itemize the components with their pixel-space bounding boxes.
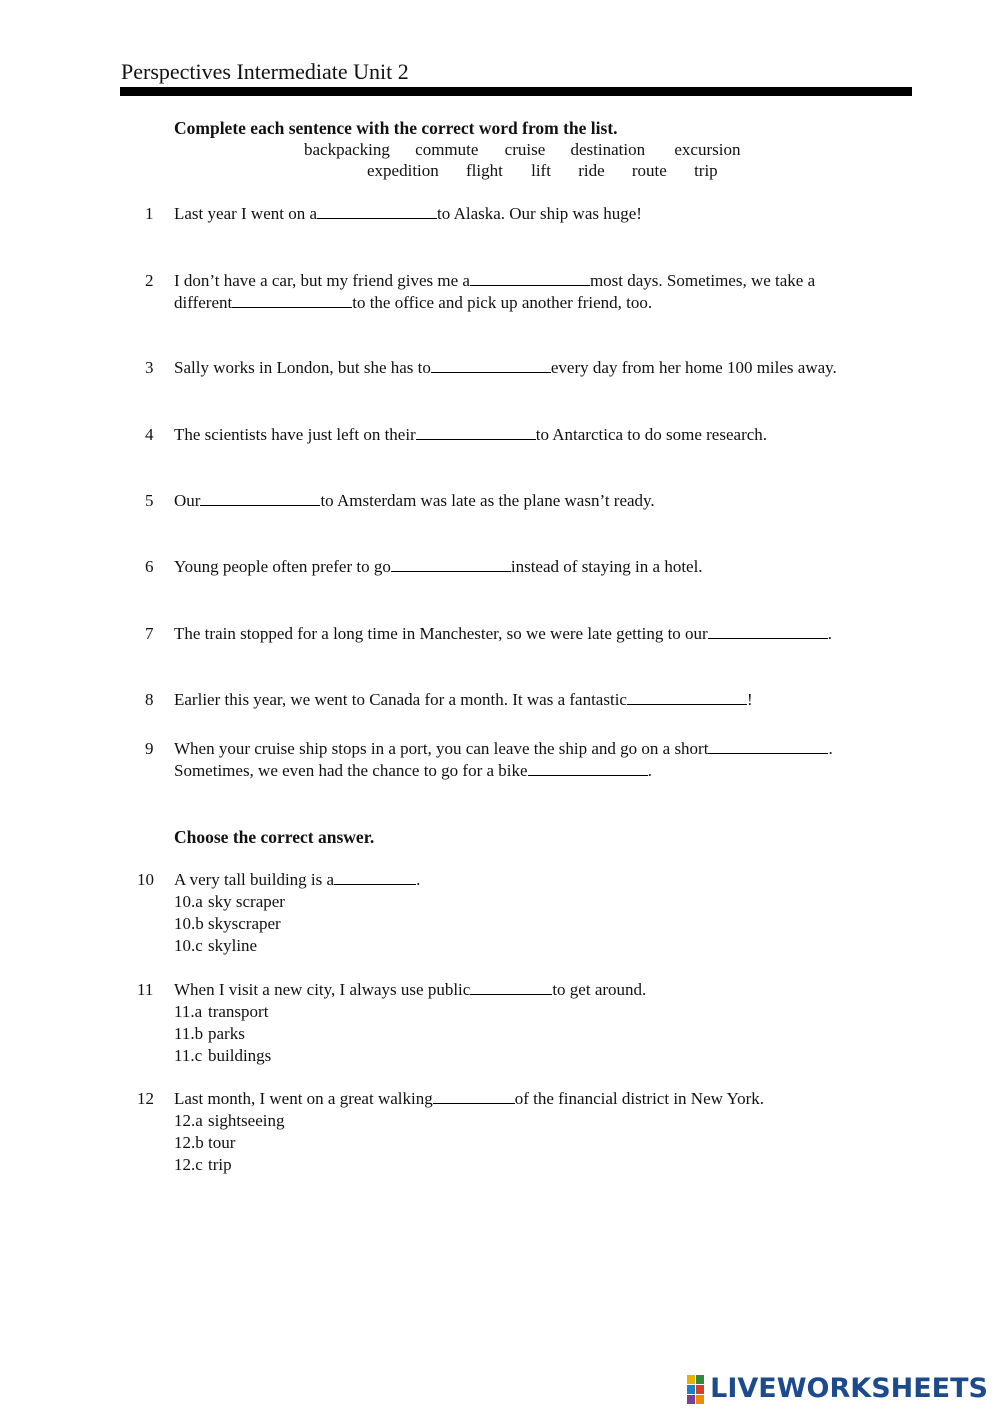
question-text: . (827, 624, 832, 643)
question-1 (174, 203, 642, 225)
question-9 (174, 738, 833, 782)
question-11 (174, 979, 646, 1067)
question-number: 9 (145, 739, 154, 758)
question-text: most days. Sometimes, we take a (589, 271, 816, 290)
word-item: excursion (674, 140, 741, 159)
answer-option[interactable] (174, 1045, 646, 1067)
answer-option[interactable] (174, 935, 420, 957)
answer-blank[interactable] (627, 690, 747, 705)
option-label: 10.c (174, 936, 203, 955)
option-text: sightseeing (208, 1111, 285, 1130)
word-item: commute (415, 140, 479, 159)
question-text: instead of staying in a hotel. (510, 557, 703, 576)
answer-blank[interactable] (416, 425, 536, 440)
option-label: 11.c (174, 1046, 203, 1065)
answer-blank[interactable] (708, 624, 828, 639)
answer-blank[interactable] (433, 1089, 515, 1104)
question-4 (174, 424, 767, 446)
word-item: ride (578, 161, 605, 180)
answer-blank[interactable] (200, 491, 320, 506)
option-label: 12.c (174, 1155, 203, 1174)
answer-option[interactable] (174, 1023, 646, 1045)
answer-blank[interactable] (334, 870, 416, 885)
logo-mark-icon (687, 1375, 704, 1404)
answer-option[interactable] (174, 1154, 764, 1176)
question-10 (174, 869, 420, 957)
page-title: Perspectives Intermediate Unit 2 (121, 59, 409, 84)
question-text: I don’t have a car, but my friend gives me a (174, 271, 470, 290)
question-text: When your cruise ship stops in a port, you can leave the ship and go on a short (174, 739, 709, 758)
question-number: 1 (145, 204, 154, 223)
answer-blank[interactable] (431, 358, 551, 373)
question-text: . (647, 761, 652, 780)
word-item: trip (694, 161, 718, 180)
question-text: of the financial district in New York. (514, 1089, 765, 1108)
answer-blank[interactable] (391, 557, 511, 572)
question-text: A very tall building is a (174, 870, 335, 889)
logo-square (696, 1385, 704, 1394)
question-8 (174, 689, 753, 711)
answer-option[interactable] (174, 913, 420, 935)
word-list-row-1 (304, 139, 740, 160)
option-text: sky scraper (208, 892, 285, 911)
answer-blank[interactable] (470, 271, 590, 286)
logo-square (687, 1375, 695, 1384)
option-text: skyline (208, 936, 258, 955)
logo-square (696, 1375, 704, 1384)
option-text: buildings (208, 1046, 272, 1065)
option-text: transport (208, 1002, 269, 1021)
question-text: Last month, I went on a great walking (174, 1089, 433, 1108)
option-text: skyscraper (208, 914, 281, 933)
logo-square (687, 1385, 695, 1394)
option-label: 10.a (174, 892, 203, 911)
question-5 (174, 490, 655, 512)
word-item: backpacking (304, 140, 390, 159)
brand-name: LIVEWORKSHEETS (710, 1373, 988, 1404)
question-number: 4 (145, 425, 154, 444)
question-text: ! (746, 690, 753, 709)
logo-square (687, 1395, 695, 1404)
question-text: . (828, 739, 833, 758)
question-text: to Amsterdam was late as the plane wasn’t ready. (320, 491, 655, 510)
question-number: 2 (145, 271, 154, 290)
question-number: 11 (137, 980, 154, 999)
question-text: different (174, 293, 233, 312)
question-text: to Antarctica to do some research. (535, 425, 768, 444)
question-6 (174, 556, 703, 578)
section2-instruction: Choose the correct answer. (174, 827, 375, 847)
question-text: The train stopped for a long time in Manchester, so we were late getting to our (174, 624, 708, 643)
answer-option[interactable] (174, 891, 420, 913)
question-3 (174, 357, 837, 379)
question-text: Sometimes, we even had the chance to go for a bike (174, 761, 528, 780)
option-label: 12.a (174, 1111, 203, 1130)
section1-instruction: Complete each sentence with the correct word from the list. (174, 118, 618, 138)
question-text: to get around. (552, 980, 647, 999)
word-item: destination (570, 140, 646, 159)
question-text: to the office and pick up another friend, too. (352, 293, 653, 312)
question-text: The scientists have just left on their (174, 425, 416, 444)
header-rule (120, 87, 912, 96)
question-text: to Alaska. Our ship was huge! (437, 204, 642, 223)
question-2 (174, 270, 815, 314)
option-label: 10.b (174, 914, 204, 933)
option-text: tour (208, 1133, 236, 1152)
option-label: 11.b (174, 1024, 204, 1043)
question-number: 10 (137, 870, 154, 889)
question-12 (174, 1088, 764, 1176)
option-label: 11.a (174, 1002, 203, 1021)
liveworksheets-logo (687, 1374, 988, 1404)
word-item: expedition (367, 161, 439, 180)
answer-option[interactable] (174, 1132, 764, 1154)
word-item: flight (466, 161, 503, 180)
question-number: 6 (145, 557, 154, 576)
answer-blank[interactable] (528, 761, 648, 776)
word-list-row-2 (367, 160, 718, 181)
answer-blank[interactable] (317, 204, 437, 219)
question-text: every day from her home 100 miles away. (550, 358, 837, 377)
answer-option[interactable] (174, 1001, 646, 1023)
word-item: cruise (504, 140, 546, 159)
answer-blank[interactable] (708, 739, 828, 754)
question-number: 8 (145, 690, 154, 709)
question-text: When I visit a new city, I always use public (174, 980, 471, 999)
logo-square (696, 1395, 704, 1404)
question-text: Our (174, 491, 201, 510)
question-text: . (416, 870, 421, 889)
question-number: 5 (145, 491, 154, 510)
question-text: Last year I went on a (174, 204, 318, 223)
question-7 (174, 623, 832, 645)
option-text: parks (208, 1024, 245, 1043)
question-text: Young people often prefer to go (174, 557, 391, 576)
answer-blank[interactable] (470, 980, 552, 995)
answer-option[interactable] (174, 1110, 764, 1132)
question-text: Earlier this year, we went to Canada for a month. It was a fantastic (174, 690, 627, 709)
answer-blank[interactable] (232, 293, 352, 308)
option-label: 12.b (174, 1133, 204, 1152)
word-item: route (631, 161, 667, 180)
question-number: 3 (145, 358, 154, 377)
option-text: trip (208, 1155, 232, 1174)
question-number: 7 (145, 624, 154, 643)
question-number: 12 (137, 1089, 154, 1108)
word-item: lift (531, 161, 551, 180)
question-text: Sally works in London, but she has to (174, 358, 431, 377)
